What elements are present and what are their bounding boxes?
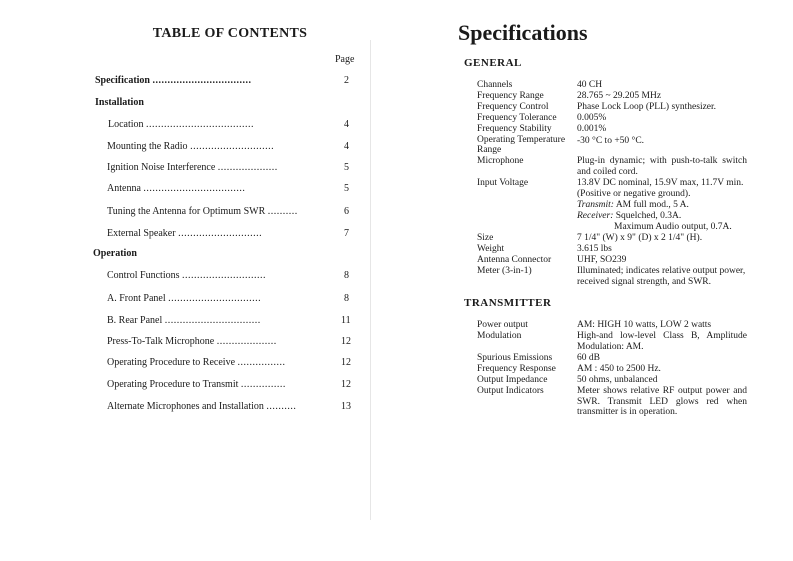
toc-entry-leader: ............................: [190, 141, 275, 152]
toc-entry-page: 8: [344, 293, 349, 304]
toc-entry: [107, 206, 298, 217]
toc-entry-leader: ..........: [266, 401, 297, 412]
toc-entry-page: 2: [344, 75, 349, 86]
modulation-label: Modulation: [477, 331, 522, 341]
toc-entry-page: 5: [344, 162, 349, 173]
freq-range-label: Frequency Range: [477, 91, 544, 101]
toc-entry-label: Control Functions: [107, 270, 183, 281]
freq-control-value: Phase Lock Loop (PLL) synthesizer.: [577, 102, 717, 112]
toc-entry-label: Installation: [95, 97, 144, 108]
toc-entry: [107, 141, 274, 152]
channels-value: 40 CH: [577, 80, 603, 90]
toc-entry: [107, 336, 277, 347]
toc-entry-page: 4: [344, 141, 349, 152]
transmit-current: [577, 200, 747, 211]
toc-entry-label: Operating Procedure to Transmit: [107, 379, 241, 390]
toc-entry-leader: ....................: [217, 162, 278, 173]
toc-entry-label: A. Front Panel: [107, 293, 169, 304]
channels-label: Channels: [477, 80, 513, 90]
toc-entry-page: 5: [344, 183, 349, 194]
toc-entry-page: 13: [341, 401, 351, 412]
toc-entry: [107, 293, 261, 304]
toc-entry-leader: .................................: [152, 75, 252, 86]
toc-entry: [95, 75, 252, 86]
microphone-value: Plug-in dynamic; with push-to-talk switch and coiled cord.: [577, 156, 747, 177]
antenna-connector-value: UHF, SO239: [577, 255, 627, 265]
receiver-current: [577, 211, 747, 222]
output-impedance-value: 50 ohms, unbalanced: [577, 375, 658, 385]
meter-value: Illuminated; indicates relative output power, received signal strength, and SWR.: [577, 266, 746, 287]
toc-entry-label: Location: [108, 119, 147, 130]
size-value: 7 1/4" (W) x 9" (D) x 2 1/4" (H).: [577, 233, 703, 243]
input-voltage-value: 13.8V DC nominal, 15.9V max, 11.7V min. (Positive or negative ground).: [577, 178, 744, 199]
input-voltage-label: Input Voltage: [477, 178, 529, 188]
toc-entry-label: Ignition Noise Interference: [107, 162, 218, 173]
toc-entry-leader: ...............: [240, 379, 286, 390]
toc-entry-leader: ....................................: [146, 119, 255, 130]
toc-entry-leader: ............................: [182, 270, 267, 281]
specs-title: Specifications: [458, 20, 588, 45]
toc-entry-page: 8: [344, 270, 349, 281]
toc-entry: [107, 162, 278, 173]
toc-entry-leader: ................................: [164, 315, 261, 326]
toc-entry: [107, 315, 261, 326]
toc-entry-page: 4: [344, 119, 349, 130]
toc-entry: [108, 119, 254, 130]
toc-entry-leader: ............................: [178, 228, 263, 239]
toc-entry-label: Operation: [93, 248, 137, 259]
toc-entry: [107, 401, 296, 412]
toc-entry: [107, 379, 286, 390]
toc-entry-page: 12: [341, 357, 351, 368]
output-impedance-label: Output Impedance: [477, 375, 548, 385]
toc-entry-label: B. Rear Panel: [107, 315, 165, 326]
freq-tolerance-value: 0.005%: [577, 113, 607, 123]
toc-entry: [95, 97, 144, 108]
spurious-value: 60 dB: [577, 353, 600, 363]
toc-entry-label: Tuning the Antenna for Optimum SWR: [107, 206, 268, 217]
toc-entry-leader: ..........: [267, 206, 298, 217]
toc-entry: [107, 357, 286, 368]
general-heading: GENERAL: [464, 57, 522, 69]
freq-response-value: AM : 450 to 2500 Hz.: [577, 364, 661, 374]
receiver-label: Receiver:: [577, 211, 614, 221]
toc-entry-leader: ..................................: [143, 183, 246, 194]
output-indicators-label: Output Indicators: [477, 386, 544, 396]
toc-entry-leader: ....................: [216, 336, 277, 347]
weight-label: Weight: [477, 244, 505, 254]
weight-value: 3.615 lbs: [577, 244, 612, 254]
toc-entry-label: Specification: [95, 75, 153, 86]
toc-entry-page: 11: [341, 315, 351, 326]
power-output-value: AM: HIGH 10 watts, LOW 2 watts: [577, 320, 712, 330]
op-temp-label-2: Range: [477, 145, 502, 155]
toc-entry-page: 7: [344, 228, 349, 239]
meter-label: Meter (3-in-1): [477, 266, 532, 276]
toc-title: TABLE OF CONTENTS: [152, 26, 308, 41]
toc-entry-leader: ...............................: [168, 293, 262, 304]
transmit-label: Transmit:: [577, 200, 614, 210]
toc-entry-page: 12: [341, 379, 351, 390]
toc-entry-label: Operating Procedure to Receive: [107, 357, 238, 368]
toc-entry: [93, 248, 137, 259]
toc-entry-label: Mounting the Radio: [107, 141, 191, 152]
freq-response-label: Frequency Response: [477, 364, 556, 374]
freq-stability-value: 0.001%: [577, 124, 607, 134]
power-output-label: Power output: [477, 320, 528, 330]
modulation-value: High-and low-level Class B, Amplitude Modulation: AM.: [577, 331, 747, 352]
toc-entry-label: Antenna: [107, 183, 144, 194]
transmit-value: AM full mod., 5 A.: [613, 200, 689, 210]
antenna-connector-label: Antenna Connector: [477, 255, 552, 265]
toc-entry: [107, 228, 262, 239]
toc-entry-page: 12: [341, 336, 351, 347]
toc-entry-label: Alternate Microphones and Installation: [107, 401, 267, 412]
op-temp-value: -30 °C to +50 °C.: [577, 136, 645, 146]
toc-entry: [107, 183, 245, 194]
spurious-label: Spurious Emissions: [477, 353, 553, 363]
toc-entry-label: Press-To-Talk Microphone: [107, 336, 217, 347]
receiver-value: Squelched, 0.3A.: [613, 211, 682, 221]
toc-entry-label: External Speaker: [107, 228, 179, 239]
freq-control-label: Frequency Control: [477, 102, 549, 112]
page-gutter-shadow: [370, 40, 371, 520]
microphone-label: Microphone: [477, 156, 524, 166]
transmitter-heading: TRANSMITTER: [464, 297, 552, 309]
max-audio-value: Maximum Audio output, 0.7A.: [614, 222, 732, 232]
op-temp-label: Operating Temperature: [477, 135, 566, 145]
toc-entry: [107, 270, 266, 281]
freq-range-value: 28.765 ~ 29.205 MHz: [577, 91, 662, 101]
toc-page-header: Page: [335, 54, 355, 65]
size-label: Size: [477, 233, 494, 243]
toc-entry-leader: ................: [237, 357, 286, 368]
toc-entry-page: 6: [344, 206, 349, 217]
freq-tolerance-label: Frequency Tolerance: [477, 113, 557, 123]
output-indicators-value: Meter shows relative RF output power and SWR. Transmit LED glows red when transmitter is in operation.: [577, 386, 747, 417]
freq-stability-label: Frequency Stability: [477, 124, 552, 134]
